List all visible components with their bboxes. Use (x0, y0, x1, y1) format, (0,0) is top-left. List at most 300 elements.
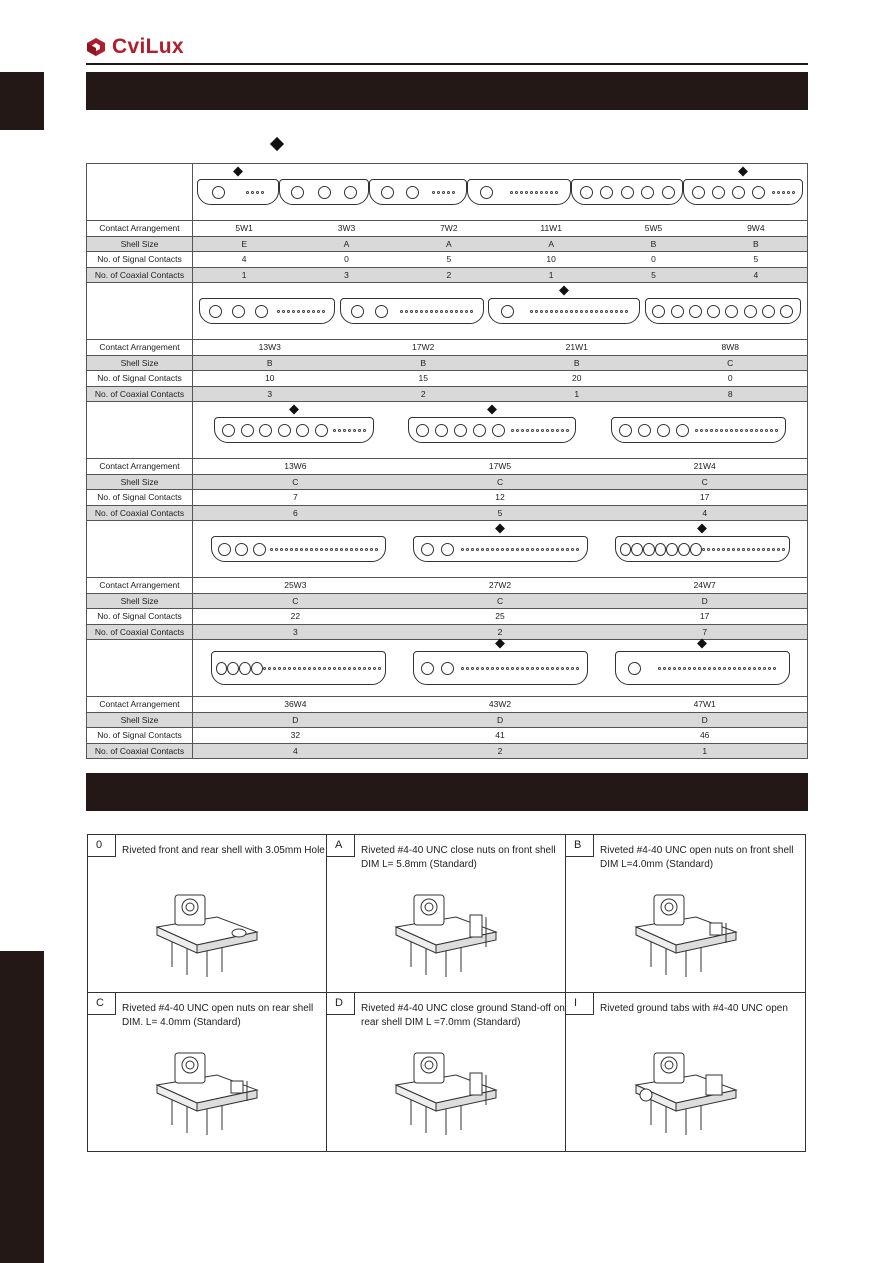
signal-pin (496, 667, 499, 670)
signal-pin-group (695, 429, 778, 432)
signal-label: No. of Signal Contacts (87, 252, 193, 268)
signal-pin (536, 429, 539, 432)
mounting-option-cell (88, 835, 327, 993)
signal-pin (688, 667, 691, 670)
marker-diamond-icon (488, 405, 498, 415)
section-title-bar-mounting (86, 773, 808, 811)
connector-drawing-strip (193, 164, 807, 220)
signal-pin (511, 667, 514, 670)
signal-pin (541, 429, 544, 432)
coax-contact (441, 662, 454, 675)
arrangement-row (87, 697, 808, 713)
signal-pin (256, 191, 259, 194)
value-group (193, 490, 807, 505)
coaxial-value: 4 (292, 745, 298, 756)
signal-row (87, 490, 808, 506)
signal-pin (511, 548, 514, 551)
signal-pin (693, 667, 696, 670)
signal-pin (516, 667, 519, 670)
arrangement-value: 21W1 (565, 342, 588, 353)
signal-value: 5 (753, 254, 759, 265)
signal-pin (471, 667, 474, 670)
connector-mount-illustration (386, 1045, 506, 1140)
signal-pin (368, 667, 371, 670)
signal-pin (723, 667, 726, 670)
mounting-option-description (361, 1002, 565, 1030)
signal-pin (762, 548, 765, 551)
signal-pin (461, 548, 464, 551)
side-tab-top (0, 72, 44, 130)
signal-pin (378, 667, 381, 670)
signal-pin (320, 548, 323, 551)
coax-contact (406, 186, 419, 199)
value-group (193, 578, 807, 593)
coax-contact (381, 186, 394, 199)
signal-value: 41 (495, 730, 505, 741)
signal-pin (772, 191, 775, 194)
signal-pin (765, 429, 768, 432)
signal-pin (333, 429, 336, 432)
coaxial-value: 5 (651, 269, 656, 280)
coaxial-values (193, 743, 808, 759)
signal-value: 20 (572, 373, 582, 384)
signal-pin (565, 310, 568, 313)
signal-pin (435, 310, 438, 313)
arrangement-value: 24W7 (693, 580, 716, 591)
signal-pin (333, 667, 336, 670)
signal-pin (536, 548, 539, 551)
signal-pin (678, 667, 681, 670)
coaxial-value: 2 (446, 269, 452, 280)
signal-pin (673, 667, 676, 670)
coax-contact (652, 305, 665, 318)
signal-pin-group (658, 667, 776, 670)
connector-drawings-cell (193, 640, 808, 697)
signal-value: 15 (418, 373, 428, 384)
arrangement-row (87, 578, 808, 594)
signal-pin (521, 548, 524, 551)
connector-mount-illustration (626, 1045, 746, 1140)
signal-pin (432, 191, 435, 194)
signal-pin (535, 191, 538, 194)
signal-pin (521, 667, 524, 670)
connector-mount-illustration (626, 887, 746, 982)
arrangement-values (193, 697, 808, 713)
arrangement-value: 17W2 (412, 342, 435, 353)
signal-pin (415, 310, 418, 313)
coaxial-values (193, 505, 808, 521)
coaxial-value: 3 (344, 269, 349, 280)
signal-pin (298, 667, 301, 670)
coax-contact (690, 543, 702, 556)
shell-label: Shell Size (87, 712, 193, 728)
coax-contact (435, 424, 448, 437)
signal-pin (442, 191, 445, 194)
connector-face-drawing (615, 536, 790, 562)
signal-pin (590, 310, 593, 313)
connector-face-drawing (199, 298, 335, 324)
signal-pin (283, 667, 286, 670)
signal-pin (570, 310, 573, 313)
signal-pin (715, 429, 718, 432)
coax-contact (744, 305, 757, 318)
connector-face-drawing (369, 179, 466, 205)
signal-pin (287, 310, 290, 313)
signal-pin (566, 429, 569, 432)
signal-pin (561, 548, 564, 551)
mounting-option-cell (327, 993, 566, 1151)
signal-pin (323, 667, 326, 670)
coaxial-values (193, 624, 808, 640)
description-line: Riveted #4-40 UNC close ground Stand-off on (361, 1003, 565, 1014)
signal-pin-group (511, 429, 569, 432)
shell-value: C (496, 595, 504, 606)
description-line: Riveted front and rear shell with 3.05mm Hole (122, 845, 325, 856)
drawing-row (87, 402, 808, 459)
signal-pin (465, 310, 468, 313)
mounting-option-description (600, 1002, 788, 1016)
description-line: Riveted #4-40 UNC open nuts on front shell (600, 845, 794, 856)
signal-pin-group (432, 191, 455, 194)
brand-name: CviLux (112, 35, 184, 58)
signal-pin (531, 429, 534, 432)
signal-pin (460, 310, 463, 313)
coax-contact (662, 186, 675, 199)
signal-pin (496, 548, 499, 551)
signal-pin (410, 310, 413, 313)
marker-diamond-icon (697, 524, 707, 534)
value-group (193, 594, 807, 609)
arrangement-value: 21W4 (693, 461, 716, 472)
signal-pin (447, 191, 450, 194)
signal-pin (620, 310, 623, 313)
signal-pin (246, 191, 249, 194)
coax-contact (752, 186, 765, 199)
signal-pin (292, 310, 295, 313)
signal-pin (541, 667, 544, 670)
coax-contact (641, 186, 654, 199)
shell-values (193, 236, 808, 252)
signal-pin (506, 667, 509, 670)
mounting-option-description (600, 844, 793, 872)
coaxial-label: No. of Coaxial Contacts (87, 743, 193, 759)
signal-pin (712, 548, 715, 551)
coax-contact (421, 662, 434, 675)
shell-label: Shell Size (87, 593, 193, 609)
signal-pin (325, 548, 328, 551)
signal-pin (481, 548, 484, 551)
connector-face-drawing (488, 298, 640, 324)
signal-pin (550, 310, 553, 313)
signal-pin (476, 548, 479, 551)
signal-pin (455, 310, 458, 313)
signal-pin (752, 548, 755, 551)
value-group (193, 459, 807, 474)
coax-contact (732, 186, 745, 199)
arrangement-values (193, 340, 808, 356)
signal-pin (576, 667, 579, 670)
note-diamond-icon (270, 137, 284, 151)
connector-face-drawing (611, 417, 786, 443)
signal-pin (707, 548, 710, 551)
marker-diamond-icon (559, 286, 569, 296)
coax-contact (707, 305, 720, 318)
signal-pin (420, 310, 423, 313)
signal-pin (531, 667, 534, 670)
signal-pin (702, 548, 705, 551)
coaxial-row (87, 624, 808, 640)
side-tab-bottom (0, 951, 44, 1263)
coax-contact (255, 305, 268, 318)
coaxial-value: 4 (753, 269, 759, 280)
coax-contact (222, 424, 235, 437)
arrangement-value: 9W4 (747, 223, 765, 234)
signal-pin (348, 667, 351, 670)
coax-contact (501, 305, 514, 318)
signal-pin (560, 310, 563, 313)
arrangement-label: Contact Arrangement (87, 221, 193, 237)
connector-mount-illustration (147, 1045, 267, 1140)
signal-pin (742, 548, 745, 551)
signal-value: 22 (290, 611, 301, 622)
connector-face-drawing (408, 417, 576, 443)
signal-pin (735, 429, 738, 432)
signal-pin (268, 667, 271, 670)
signal-pin (561, 667, 564, 670)
signal-pin (585, 310, 588, 313)
value-group (193, 506, 807, 521)
shell-values (193, 593, 808, 609)
signal-pin (708, 667, 711, 670)
signal-pin (365, 548, 368, 551)
shell-row (87, 236, 808, 252)
signal-pin (732, 548, 735, 551)
signal-pin (437, 191, 440, 194)
connector-face-drawing (340, 298, 484, 324)
logo-cube-icon (86, 37, 106, 57)
coax-contact (216, 662, 228, 675)
arrangement-value: 11W1 (540, 223, 562, 234)
signal-pin (476, 667, 479, 670)
signal-pin (526, 548, 529, 551)
coax-contact (259, 424, 272, 437)
signal-pin (501, 667, 504, 670)
coax-contact (678, 543, 690, 556)
arrangement-row (87, 221, 808, 237)
value-group (193, 356, 807, 371)
description-line: DIM. L= 4.0mm (Standard) (122, 1017, 241, 1028)
shell-value: C (727, 357, 734, 368)
signal-pin (556, 429, 559, 432)
signal-pin (747, 548, 750, 551)
coax-contact (712, 186, 725, 199)
signal-pin (501, 548, 504, 551)
signal-pin (658, 667, 661, 670)
connector-face-drawing (197, 179, 279, 205)
signal-label: No. of Signal Contacts (87, 371, 193, 387)
signal-pin (506, 548, 509, 551)
coaxial-values (193, 386, 808, 402)
drawing-row-label (87, 521, 193, 578)
signal-pin (530, 191, 533, 194)
signal-pin (767, 548, 770, 551)
signal-pin (718, 667, 721, 670)
connector-mount-illustration (386, 887, 506, 982)
shell-row (87, 712, 808, 728)
arrangement-value: 7W2 (440, 223, 458, 234)
signal-pin (330, 548, 333, 551)
arrangement-values (193, 578, 808, 594)
shell-value: C (292, 595, 299, 606)
signal-pin (556, 548, 559, 551)
connector-face-drawing (467, 179, 572, 205)
signal-value: 25 (495, 611, 505, 622)
signal-pin (610, 310, 613, 313)
connector-face-drawing (615, 651, 790, 685)
coax-contact (212, 186, 225, 199)
arrangement-label: Contact Arrangement (87, 578, 193, 594)
signal-pin-group (246, 191, 264, 194)
signal-pin (315, 548, 318, 551)
signal-pin (405, 310, 408, 313)
shell-row (87, 474, 808, 490)
arrangement-row (87, 340, 808, 356)
signal-pin (486, 667, 489, 670)
shell-value: B (420, 357, 427, 368)
signal-pin (770, 429, 773, 432)
connector-drawing-strip (193, 640, 807, 696)
signal-pin (566, 667, 569, 670)
signal-pin (546, 667, 549, 670)
connector-face-drawing (279, 179, 369, 205)
coaxial-row (87, 267, 808, 283)
arrangement-value: 47W1 (693, 699, 716, 710)
signal-pin (600, 310, 603, 313)
mounting-option-description (122, 1002, 313, 1030)
drawing-row-label (87, 283, 193, 340)
signal-pin (452, 191, 455, 194)
signal-pin (295, 548, 298, 551)
signal-pin (511, 429, 514, 432)
header-rule (86, 63, 808, 65)
signal-pin (310, 548, 313, 551)
coax-contact (416, 424, 429, 437)
signal-pin (278, 667, 281, 670)
coaxial-value: 3 (292, 626, 298, 637)
signal-pin (353, 429, 356, 432)
signal-pin (745, 429, 748, 432)
description-line: DIM L=4.0mm (Standard) (600, 859, 714, 870)
coaxial-value: 3 (267, 388, 273, 399)
signal-pin-group (270, 548, 378, 551)
signal-pin (758, 667, 761, 670)
signal-pin (717, 548, 720, 551)
signal-pin (313, 667, 316, 670)
signal-pin (450, 310, 453, 313)
signal-pin (566, 548, 569, 551)
coax-contact (780, 305, 793, 318)
coax-contact (291, 186, 304, 199)
signal-pin (668, 667, 671, 670)
coax-contact (241, 424, 254, 437)
coax-contact (676, 424, 689, 437)
signal-pin (486, 548, 489, 551)
coaxial-value: 2 (497, 626, 503, 637)
shell-row (87, 355, 808, 371)
signal-pin-group (530, 310, 628, 313)
signal-pin (556, 667, 559, 670)
signal-pin (470, 310, 473, 313)
coaxial-values (193, 267, 808, 283)
signal-pin (733, 667, 736, 670)
value-group (193, 625, 807, 640)
signal-pin (293, 667, 296, 670)
coax-contact (666, 543, 678, 556)
signal-pin (725, 429, 728, 432)
signal-label: No. of Signal Contacts (87, 728, 193, 744)
signal-pin (738, 667, 741, 670)
value-group (193, 252, 807, 267)
connector-face-drawing (211, 651, 386, 685)
shell-value: D (292, 714, 299, 725)
shell-label: Shell Size (87, 474, 193, 490)
signal-pin (375, 548, 378, 551)
signal-pin (328, 667, 331, 670)
signal-pin (520, 191, 523, 194)
signal-pin (757, 548, 760, 551)
mounting-option-cell (566, 993, 805, 1151)
description-line: DIM L= 5.8mm (Standard) (361, 859, 477, 870)
value-group (193, 221, 807, 236)
marker-diamond-icon (738, 167, 748, 177)
signal-pin (782, 191, 785, 194)
signal-pin (540, 191, 543, 194)
signal-pin (536, 667, 539, 670)
mounting-option-code: 0 (88, 835, 116, 857)
mounting-option-code: C (88, 993, 116, 1015)
value-group (193, 744, 807, 759)
signal-pin (353, 667, 356, 670)
arrangement-value: 13W3 (258, 342, 281, 353)
shell-value: A (445, 238, 452, 249)
coax-contact (628, 662, 641, 675)
coax-contact (251, 662, 263, 675)
signal-pin (270, 548, 273, 551)
signal-pin (350, 548, 353, 551)
signal-values (193, 728, 808, 744)
coax-contact (657, 424, 670, 437)
signal-pin (400, 310, 403, 313)
shell-value: A (548, 238, 554, 249)
signal-pin (530, 310, 533, 313)
signal-pin (521, 429, 524, 432)
signal-pin (550, 191, 553, 194)
signal-pin (713, 667, 716, 670)
coax-contact (344, 186, 357, 199)
coaxial-value: 8 (727, 388, 733, 399)
arrangement-value: 25W3 (284, 580, 307, 591)
coax-contact (318, 186, 331, 199)
signal-values (193, 490, 808, 506)
mounting-option-code: I (566, 993, 594, 1015)
signal-pin (308, 667, 311, 670)
signal-value: 0 (344, 254, 349, 265)
signal-pin (571, 667, 574, 670)
signal-pin (722, 548, 725, 551)
signal-pin (440, 310, 443, 313)
shell-value: E (241, 238, 247, 249)
mounting-options-grid (87, 834, 806, 1152)
